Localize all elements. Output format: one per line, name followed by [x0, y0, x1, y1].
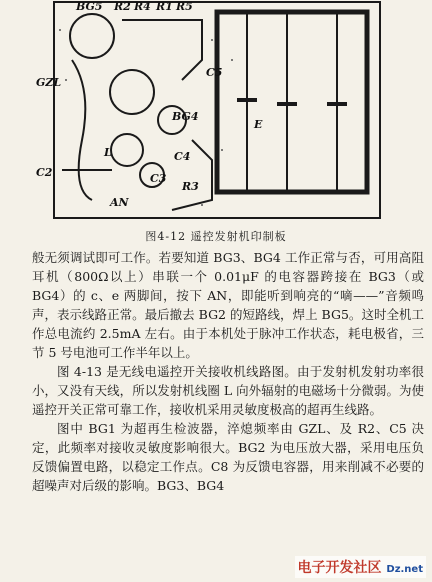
label-e: E: [254, 118, 263, 131]
label-r5: R5: [176, 0, 193, 13]
label-c5: C5: [206, 66, 223, 79]
paragraph-3: 图中 BG1 为超再生检波器，淬熄频率由 GZL、及 R2、C5 决定，此频率对接收灵敏度影响很大。BG2 为电压放大器，采用电压负反馈偏置电路，以稳定工作点。C8 为反馈电容器，用来削减不必要的超噪声对后级的影响。BG3、BG4: [32, 421, 424, 493]
bg5-pad: [70, 14, 114, 58]
label-bg5: BG5: [76, 0, 103, 13]
label-r2: R2: [114, 0, 131, 13]
trace-left: [72, 60, 92, 200]
figure-caption: 图4-12 遥控发射机印制板: [145, 230, 287, 243]
body-text: [32, 248, 424, 495]
pcb-figure: [32, 0, 392, 226]
inductor-l: [111, 134, 143, 166]
label-r1: R1: [156, 0, 173, 13]
label-c2: C2: [36, 166, 53, 179]
label-c3: C3: [150, 172, 167, 185]
watermark: [295, 556, 426, 578]
watermark-text: 电子开发社区: [297, 560, 382, 576]
paragraph-2: 图 4-13 是无线电遥控开关接收机线路图。由于发射机发射功率很小，又没有天线，所以发射机线圈 L 向外辐射的电磁场十分微弱。为使遥控开关正常可靠工作，接收机采用灵敏度极高的超再生线路。: [32, 364, 424, 417]
label-r3: R3: [182, 180, 199, 193]
label-an: AN: [110, 196, 129, 209]
label-bg4: BG4: [172, 110, 199, 123]
label-r4: R4: [134, 0, 151, 13]
label-gzl: GZL: [36, 76, 62, 89]
paragraph-1: 般无须调试即可工作。若要知道 BG3、BG4 工作正常与否，可用高阻耳机（800Ω以上）串联一个 0.01μF 的电容器跨接在 BG3（或 BG4）的 c、e 两脚间，按下 AN，即能听到响亮的“嘀——”音频鸣声，表示线路正常。最后撤去 BG2 的短路线，焊上 BG5。这时全机工作总电流约 2.5mA 左右。由于本机处于脉冲工作状态，耗电极省，三节 5 号电池可工作半年以上。: [32, 250, 424, 360]
label-l: L: [104, 146, 112, 159]
label-c4: C4: [174, 150, 191, 163]
gzl-coil: [110, 70, 154, 114]
watermark-sub: Dz.net: [386, 564, 423, 575]
